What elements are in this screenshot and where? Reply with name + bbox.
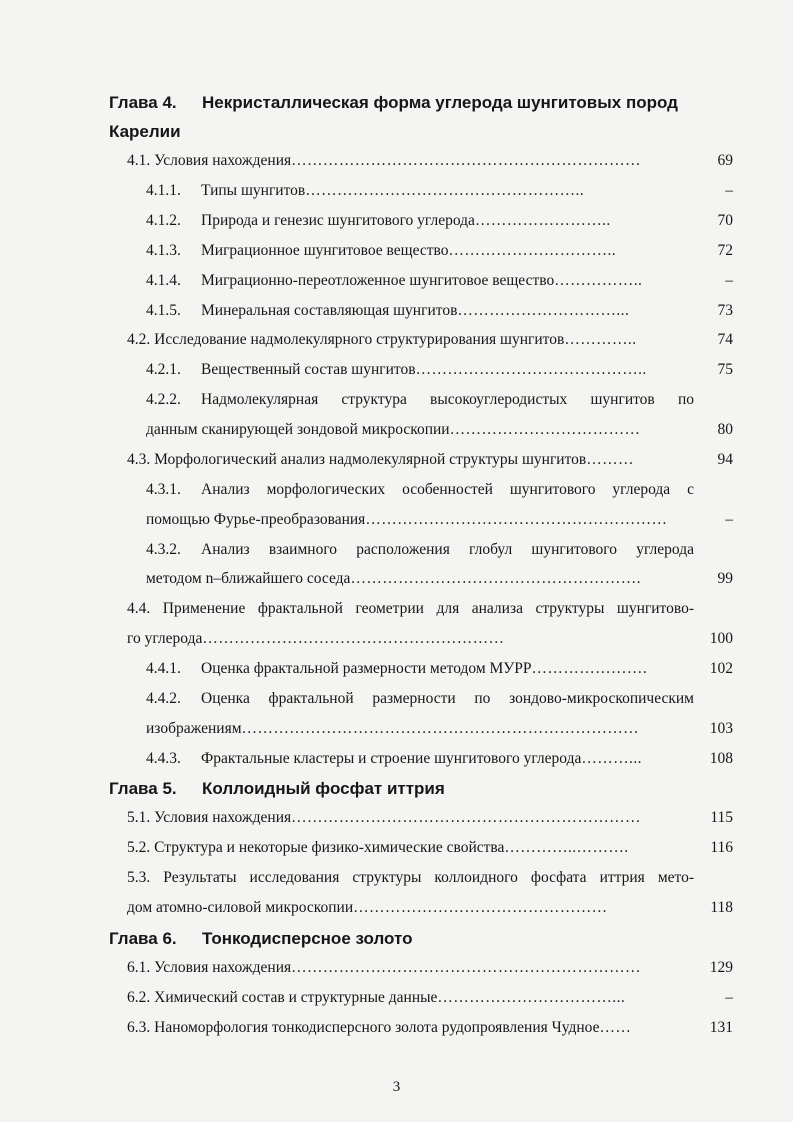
leader-dots: ……………………………... (437, 989, 626, 1006)
page-ref: 108 (709, 750, 733, 767)
entry-text: Оценка фрактальной размерности методом МУРР (201, 660, 532, 677)
toc-entry-5-3-line2[interactable] (127, 897, 733, 919)
toc-entry-4-3-2-line2[interactable] (146, 568, 733, 590)
entry-text: данным сканирующей зондовой микроскопии (146, 421, 450, 438)
chapter-5-heading (109, 779, 445, 799)
entry-text: 4.1. Условия нахождения (127, 152, 292, 169)
entry-text: 5.3. Результаты исследования структуры коллоидного фосфата иттрия мето- (127, 869, 694, 886)
entry-text: Оценка фрактальной размерности по зондово-микроскопическим (201, 690, 694, 707)
page-ref: 72 (717, 242, 733, 259)
page-ref: 70 (717, 212, 733, 229)
entry-text: Миграционное шунгитовое вещество (201, 242, 449, 259)
toc-entry-5-3-line1[interactable] (127, 867, 694, 889)
leader-dots: ………………………………………………… (202, 630, 505, 647)
entry-text: Природа и генезис шунгитового углерода (201, 212, 475, 229)
toc-entry-4-2-2-line2[interactable] (146, 419, 733, 441)
entry-number: 4.3.1. (146, 481, 181, 498)
leader-dots: …………………. (531, 660, 648, 677)
toc-entry-4-3-2-line1[interactable] (146, 539, 694, 561)
entry-number: 4.1.5. (146, 302, 181, 319)
entry-number: 4.4.1. (146, 660, 181, 677)
leader-dots: ………………………………………… (353, 899, 608, 916)
toc-entry-4-3-1-line1[interactable] (146, 479, 694, 501)
entry-text: 6.2. Химический состав и структурные данные (127, 989, 438, 1006)
leader-dots: …………………………………….. (415, 361, 647, 378)
page-ref: – (725, 272, 733, 289)
entry-text: Вещественный состав шунгитов (201, 361, 416, 378)
page-ref: 99 (717, 570, 733, 587)
page-ref: 100 (709, 630, 733, 647)
entry-text: Анализ взаимного расположения глобул шунгитового углерода (201, 541, 694, 558)
toc-entry-5-2[interactable] (127, 837, 733, 859)
toc-entry-5-1[interactable] (127, 807, 733, 829)
page-ref: 103 (709, 720, 733, 737)
toc-entry-4-2-2-line1[interactable] (146, 389, 694, 411)
page-ref: – (725, 182, 733, 199)
leader-dots: ………………………………………………………………… (241, 720, 640, 737)
leader-dots: ………………………………………………. (350, 570, 641, 587)
entry-text: Фрактальные кластеры и строение шунгитового углерода (201, 750, 582, 767)
entry-text: помощью Фурье-преобразования (146, 511, 366, 528)
toc-entry-4-3[interactable] (127, 449, 733, 471)
leader-dots: ………….. (564, 331, 637, 348)
leader-dots: ……………………………… (449, 421, 641, 438)
toc-entry-4-2[interactable] (127, 329, 733, 351)
leader-dots: ………………………………………………………… (291, 959, 641, 976)
chapter-4-heading (109, 93, 678, 113)
entry-text: Миграционно-переотложенное шунгитовое вещество (201, 272, 555, 289)
toc-entry-4-1-4[interactable] (146, 270, 733, 292)
entry-number: 4.4.3. (146, 750, 181, 767)
entry-number: 4.1.3. (146, 242, 181, 259)
leader-dots: ………………………………………………………… (291, 152, 641, 169)
chapter-title: Тонкодисперсное золото (202, 929, 413, 948)
entry-number: 4.2.1. (146, 361, 181, 378)
leader-dots: …………………………………………….. (305, 182, 585, 199)
entry-text: 4.2. Исследование надмолекулярного структурирования шунгитов (127, 331, 565, 348)
leader-dots: ………………………………………………… (365, 511, 668, 528)
page-ref: 80 (717, 421, 733, 438)
entry-text: 6.3. Наноморфология тонкодисперсного золота рудопроявления Чудное (127, 1019, 600, 1036)
chapter-title: Коллоидный фосфат иттрия (202, 779, 445, 798)
entry-text: дом атомно-силовой микроскопии (127, 899, 354, 916)
entry-number: 4.1.2. (146, 212, 181, 229)
leader-dots: …………………….. (474, 212, 611, 229)
page-ref: 129 (709, 959, 733, 976)
page-ref: 118 (710, 899, 733, 916)
leader-dots: …………….. (554, 272, 643, 289)
entry-text: 4.4. Применение фрактальной геометрии для анализа структуры шунгитово- (127, 600, 694, 617)
entry-text: 5.1. Условия нахождения (127, 809, 292, 826)
toc-entry-4-1-2[interactable] (146, 210, 733, 232)
page-ref: 73 (717, 302, 733, 319)
toc-entry-4-4-2-line2[interactable] (146, 718, 733, 740)
entry-text: Типы шунгитов (201, 182, 306, 199)
leader-dots: ……… (586, 451, 634, 468)
toc-entry-4-4-1[interactable] (146, 658, 733, 680)
page-ref: 75 (717, 361, 733, 378)
leader-dots: …… (599, 1019, 632, 1036)
entry-text: Надмолекулярная структура высокоуглеродистых шунгитов по (201, 391, 694, 408)
page-ref: 115 (710, 809, 733, 826)
entry-text: изображениям (146, 720, 242, 737)
toc-entry-4-1[interactable] (127, 150, 733, 172)
chapter-title: Некристаллическая форма углерода шунгитовых пород (202, 93, 678, 112)
entry-text: 6.1. Условия нахождения (127, 959, 292, 976)
page-ref: 94 (717, 451, 733, 468)
toc-entry-4-1-3[interactable] (146, 240, 733, 262)
entry-number: 4.3.2. (146, 541, 181, 558)
toc-entry-4-1-5[interactable] (146, 300, 733, 322)
toc-entry-4-3-1-line2[interactable] (146, 509, 733, 531)
toc-entry-6-1[interactable] (127, 957, 733, 979)
entry-text: 4.3. Морфологический анализ надмолекулярной структуры шунгитов (127, 451, 587, 468)
entry-text: Минеральная составляющая шунгитов (201, 302, 458, 319)
page-ref: – (725, 511, 733, 528)
entry-number: 4.1.1. (146, 182, 181, 199)
toc-entry-6-2[interactable] (127, 987, 733, 1009)
leader-dots: …………………………... (457, 302, 630, 319)
page-ref: 69 (717, 152, 733, 169)
chapter-4-title-continuation: Карелии (109, 122, 181, 141)
page-number: 3 (392, 1079, 401, 1095)
page-ref: 131 (709, 1019, 733, 1036)
entry-number: 4.4.2. (146, 690, 181, 707)
chapter-6-heading (109, 929, 413, 949)
entry-text: методом n–ближайшего соседа (146, 570, 351, 587)
entry-text: Анализ морфологических особенностей шунгитового углерода с (201, 481, 694, 498)
page-ref: 74 (717, 331, 733, 348)
toc-entry-4-1-1[interactable] (146, 180, 733, 202)
toc-entry-4-4-2-line1[interactable] (146, 688, 694, 710)
chapter-number: Глава 5. (109, 779, 177, 798)
toc-entry-4-2-1[interactable] (146, 359, 733, 381)
page-ref: 116 (710, 839, 733, 856)
page-ref: – (725, 989, 733, 1006)
leader-dots: ………………………….. (448, 242, 617, 259)
chapter-number: Глава 4. (109, 93, 177, 112)
toc-entry-4-4-3[interactable] (146, 748, 733, 770)
entry-text: го углерода (127, 630, 203, 647)
toc-entry-4-4-line2[interactable] (127, 628, 733, 650)
toc-entry-4-4-line1[interactable] (127, 598, 694, 620)
entry-number: 4.1.4. (146, 272, 181, 289)
chapter-number: Глава 6. (109, 929, 177, 948)
page-ref: 102 (709, 660, 733, 677)
entry-number: 4.2.2. (146, 391, 181, 408)
leader-dots: ………... (581, 750, 642, 767)
entry-text: 5.2. Структура и некоторые физико-химические свойства (127, 839, 505, 856)
leader-dots: ………………………………………………………… (291, 809, 641, 826)
leader-dots: …………..………. (504, 839, 629, 856)
toc-entry-6-3[interactable] (127, 1017, 733, 1039)
